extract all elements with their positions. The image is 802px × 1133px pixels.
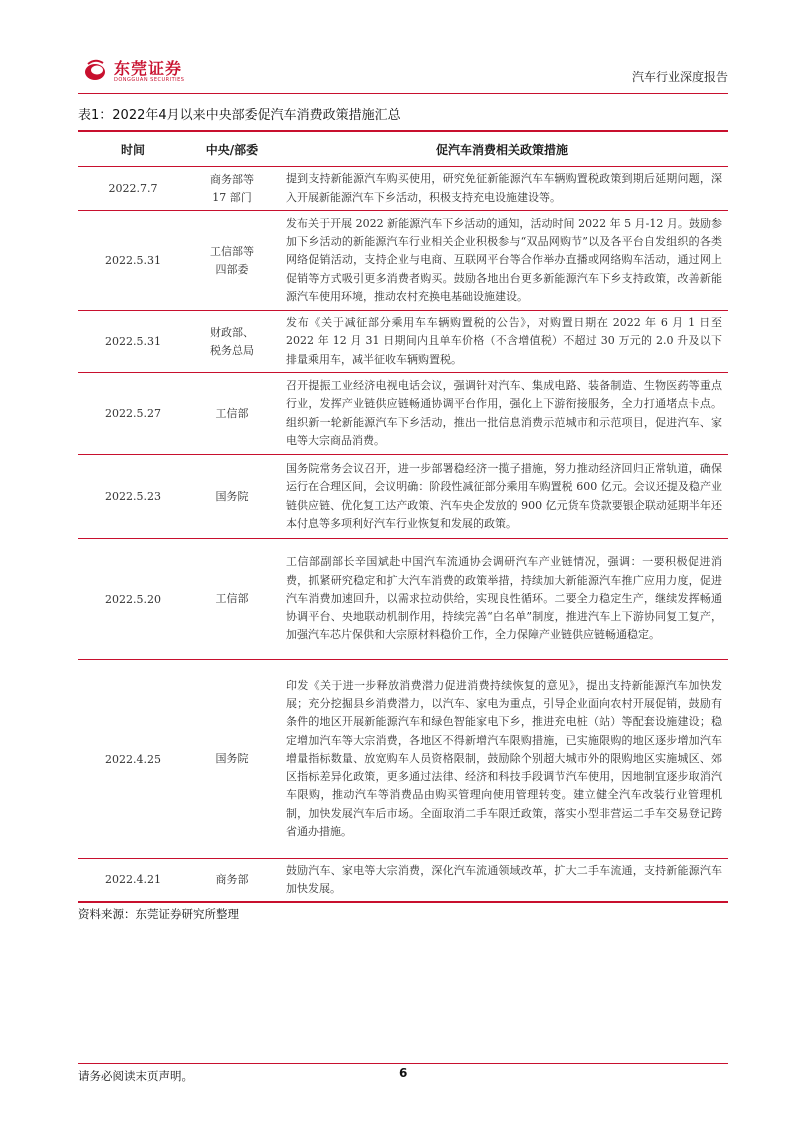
table-caption: 表1：2022年4月以来中央部委促汽车消费政策措施汇总 (78, 108, 401, 123)
table-row (78, 859, 728, 902)
row-date: 2022.4.21 (78, 859, 188, 902)
dept-line: 税务总局 (210, 343, 254, 357)
page-header (78, 56, 728, 90)
dept-line: 财政部、 (210, 325, 254, 339)
column-header-date: 时间 (78, 131, 188, 167)
logo-mark-icon (84, 58, 106, 82)
row-date: 2022.5.31 (78, 211, 188, 311)
table-header-row (78, 131, 728, 167)
footer-divider (78, 1063, 728, 1064)
table-row (78, 660, 728, 859)
policy-table (78, 130, 728, 903)
report-type-title: 汽车行业深度报告 (631, 70, 728, 84)
row-measure: 发布关于开展 2022 新能源汽车下乡活动的通知，活动时间 2022 年 5 月-12 月。鼓励参加下乡活动的新能源汽车行业相关企业积极参与“双品网购节”以及各平台自发组织的各类网络促销活动，支持企业与电商、互联网平台等合作举办直播或网络购车活动，通过网上促销等方式吸引更多消费者购买。鼓励各地出台更多新能源汽车下乡支持政策，改善新能源汽车使用环境，推动农村充换电基础设施建设。 (276, 211, 728, 311)
table-row (78, 311, 728, 373)
table-row (78, 167, 728, 211)
source-note: 资料来源：东莞证券研究所整理 (78, 907, 239, 921)
row-date: 2022.5.23 (78, 455, 188, 539)
row-dept: 国务院 (188, 455, 276, 539)
row-measure: 工信部副部长辛国斌赴中国汽车流通协会调研汽车产业链情况，强调：一要积极促进消费，抓紧研究稳定和扩大汽车消费的政策举措，持续加大新能源汽车推广应用力度，促进汽车消费加速回升，以需求拉动供给，实现良性循环。二要全力稳定生产，继续发挥畅通协调平台、央地联动机制作用，持续完善“白名单”制度，推进汽车上下游协同复工复产，加强汽车芯片保供和大宗原材料稳价工作，全力保障产业链供应链畅通稳定。 (276, 539, 728, 660)
table-row (78, 211, 728, 311)
row-date: 2022.4.25 (78, 660, 188, 859)
row-date: 2022.7.7 (78, 167, 188, 211)
row-date: 2022.5.20 (78, 539, 188, 660)
row-measure: 国务院常务会议召开，进一步部署稳经济一揽子措施，努力推动经济回归正常轨道，确保运行在合理区间，会议明确：阶段性减征部分乘用车购置税 600 亿元。会议还提及稳产业链供应链、优化复工达产政策、汽车央企发放的 900 亿元货车贷款要银企联动延期半年还本付息等多项利好汽车行业恢复和发展的政策。 (276, 455, 728, 539)
dept-line: 工信部等 (210, 244, 254, 258)
logo-text-cn: 东莞证券 (114, 59, 183, 78)
company-logo (78, 56, 218, 90)
row-measure: 提到支持新能源汽车购买使用，研究免征新能源汽车车辆购置税政策到期后延期问题，深入开展新能源汽车下乡活动，积极支持充电设施建设等。 (276, 167, 728, 211)
row-date: 2022.5.27 (78, 373, 188, 455)
dept-line: 商务部等 (210, 172, 254, 186)
row-dept (188, 311, 276, 373)
page-number: 6 (399, 1066, 408, 1080)
row-measure: 发布《关于减征部分乘用车车辆购置税的公告》，对购置日期在 2022 年 6 月 1 日至 2022 年 12 月 31 日期间内且单车价格（不含增值税）不超过 30 万元的 2.0 升及以下排量乘用车，减半征收车辆购置税。 (276, 311, 728, 373)
row-measure: 召开提振工业经济电视电话会议，强调针对汽车、集成电路、装备制造、生物医药等重点行业，发挥产业链供应链畅通协调平台作用，强化上下游衔接服务，全力打通堵点卡点。组织新一轮新能源汽车下乡活动，推出一批信息消费示范城市和示范项目，促进汽车、家电等大宗商品消费。 (276, 373, 728, 455)
row-dept (188, 167, 276, 211)
header-divider (78, 93, 728, 94)
row-dept: 工信部 (188, 373, 276, 455)
row-dept: 商务部 (188, 859, 276, 902)
row-dept (188, 211, 276, 311)
logo-text-en: DONGGUAN SECURITIES (114, 77, 185, 83)
table-row (78, 455, 728, 539)
dept-line: 17 部门 (212, 190, 252, 204)
footer-disclaimer: 请务必阅读末页声明。 (78, 1069, 193, 1083)
dept-line: 四部委 (215, 262, 249, 276)
row-dept: 工信部 (188, 539, 276, 660)
row-measure: 鼓励汽车、家电等大宗消费，深化汽车流通领域改革，扩大二手车流通，支持新能源汽车加快发展。 (276, 859, 728, 902)
row-dept: 国务院 (188, 660, 276, 859)
column-header-measure: 促汽车消费相关政策措施 (276, 131, 728, 167)
table-row (78, 373, 728, 455)
row-measure: 印发《关于进一步释放消费潜力促进消费持续恢复的意见》，提出支持新能源汽车加快发展；充分挖掘县乡消费潜力，以汽车、家电为重点，引导企业面向农村开展促销，鼓励有条件的地区开展新能源汽车和绿色智能家电下乡，推进充电桩（站）等配套设施建设；稳定增加汽车等大宗消费，各地区不得新增汽车限购措施，已实施限购的地区逐步增加汽车增量指标数量、放宽购车人员资格限制，鼓励除个别超大城市外的限购地区实施城区、郊区指标差异化政策，更多通过法律、经济和科技手段调节汽车使用，因地制宜逐步取消汽车限购，推动汽车等消费品由购买管理向使用管理转变。建立健全汽车改装行业管理机制，加快发展汽车后市场。全面取消二手车限迁政策，落实小型非营运二手车交易登记跨省通办措施。 (276, 660, 728, 859)
table-row (78, 539, 728, 660)
column-header-dept: 中央/部委 (188, 131, 276, 167)
row-date: 2022.5.31 (78, 311, 188, 373)
